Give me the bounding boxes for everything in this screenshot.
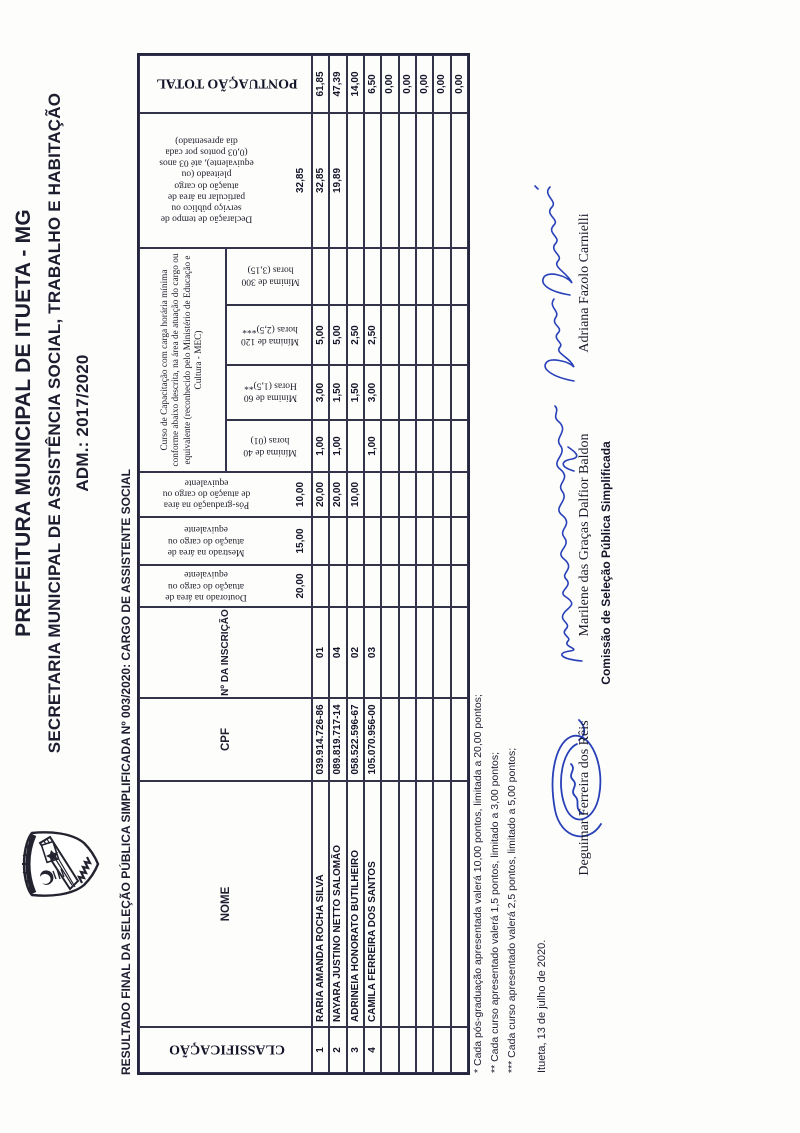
row-6-pos	[399, 472, 416, 517]
row-8-mestrado	[433, 517, 450, 565]
row-9-declaracao	[451, 113, 468, 248]
row-6-cpf	[399, 698, 416, 781]
commission-label: Comissão de Seleção Pública Simplificada	[599, 441, 613, 685]
row-3-min60: 1,50	[347, 365, 364, 420]
column-header-label-classificacao: CLASSIFICAÇÃO	[168, 1042, 285, 1057]
column-header-label-pos: Pós-graduação na área de atuação do cargo ou equivalente	[162, 478, 250, 511]
row-1-classificacao: 1	[312, 1027, 329, 1073]
row-1-doutorado	[312, 565, 329, 607]
header-points-pos: 10,00	[295, 481, 306, 508]
row-7-nome	[416, 781, 433, 1027]
row-4-mestrado	[364, 517, 381, 565]
header-points-mestrado: 15,00	[295, 528, 306, 554]
row-3-mestrado	[347, 517, 364, 565]
signature-name-marilene: Marilene das Graças Dalfior Baldon	[577, 433, 592, 637]
row-8-cpf	[433, 698, 450, 781]
letterhead-line3: ADM.: 2017/2020	[73, 354, 92, 492]
row-6-total: 0,00	[399, 55, 416, 113]
row-3-pos: 10,00	[347, 472, 364, 517]
column-header-label-doutorado: Doutorado na área de atuação do cargo ou equivalente	[165, 569, 247, 602]
row-7-classificacao	[416, 1027, 433, 1073]
row-2-classificacao: 2	[329, 1027, 346, 1073]
row-3-declaracao	[347, 113, 364, 248]
row-1-nome: RARIA AMANDA ROCHA SILVA	[312, 781, 329, 1027]
row-5-nome	[381, 781, 398, 1027]
row-7-inscricao	[416, 607, 433, 698]
row-4-inscricao: 03	[364, 607, 381, 698]
row-6-min60	[399, 365, 416, 420]
row-9-min120	[451, 305, 468, 365]
signature-name-adriana: Adriana Fazolo Carnielli	[577, 213, 592, 353]
footnote-3: *** Cada curso apresentado valerá 2,5 pontos, limitado a 5,00 pontos;	[506, 747, 518, 1073]
row-4-pos	[364, 472, 381, 517]
row-8-min40	[433, 420, 450, 472]
row-3-min120: 2,50	[347, 305, 364, 365]
row-2-min300	[329, 248, 346, 305]
row-5-pos	[381, 472, 398, 517]
column-header-curso-capacitacao	[139, 248, 226, 472]
column-header-min300	[226, 248, 312, 305]
row-7-cpf	[416, 698, 433, 781]
column-header-min120	[226, 305, 312, 365]
letterhead-line1: PREFEITURA MUNICIPAL DE ITUETA - MG	[12, 209, 35, 637]
row-7-min60	[416, 365, 433, 420]
row-2-min120: 5,00	[329, 305, 346, 365]
letterhead-line2: SECRETARIA MUNICIPAL DE ASSISTÊNCIA SOCIAL, TRABALHO E HABITAÇÃO	[45, 92, 64, 754]
row-1-min40: 1,00	[312, 420, 329, 472]
row-1-inscricao: 01	[312, 607, 329, 698]
row-2-cpf: 089.819.717-14	[329, 698, 346, 781]
row-4-min60: 3,00	[364, 365, 381, 420]
row-1-total: 61,85	[312, 55, 329, 113]
row-5-inscricao	[381, 607, 398, 698]
column-header-declaracao	[139, 113, 312, 248]
row-2-declaracao: 19,89	[329, 113, 346, 248]
row-9-inscricao	[451, 607, 468, 698]
row-3-min300	[347, 248, 364, 305]
row-6-declaracao	[399, 113, 416, 248]
row-6-min120	[399, 305, 416, 365]
column-header-label-min60: Mínima de 60 Horas (1,5)**	[243, 381, 297, 404]
column-header-label-min40: Mínima de 40 horas (01)	[243, 435, 297, 457]
row-4-total: 6,50	[364, 55, 381, 113]
column-header-pos	[139, 472, 312, 517]
row-7-min120	[416, 305, 433, 365]
column-header-total	[139, 55, 312, 113]
row-5-min40	[381, 420, 398, 472]
column-header-inscricao: Nº DA INSCRIÇÃO	[139, 607, 312, 698]
row-6-mestrado	[399, 517, 416, 565]
column-header-label-total: PONTUAÇÃO TOTAL	[155, 76, 298, 91]
row-8-pos	[433, 472, 450, 517]
row-2-total: 47,39	[329, 55, 346, 113]
document-title: RESULTADO FINAL DA SELEÇÃO PÚBLICA SIMPLIFICADA Nº 003/2020: CARGO DE ASSISTENTE SOCIAL	[119, 469, 133, 1075]
row-3-doutorado	[347, 565, 364, 607]
row-4-min40: 1,00	[364, 420, 381, 472]
row-2-pos: 20,00	[329, 472, 346, 517]
row-4-min300	[364, 248, 381, 305]
row-9-total: 0,00	[451, 55, 468, 113]
footnote-1: * Cada pós-graduação apresentada valerá 10,00 pontos, limitada a 20,00 pontos;	[472, 694, 484, 1073]
header-points-declaracao: 32,85	[295, 167, 306, 194]
row-9-min40	[451, 420, 468, 472]
row-6-doutorado	[399, 565, 416, 607]
row-7-min40	[416, 420, 433, 472]
row-8-total: 0,00	[433, 55, 450, 113]
row-1-declaracao: 32,85	[312, 113, 329, 248]
row-8-doutorado	[433, 565, 450, 607]
row-3-nome: ADRINEIA HONORATO BUTILHEIRO	[347, 781, 364, 1027]
column-header-min40	[226, 420, 312, 472]
column-header-label-min300: Mínima de 300 horas (3,15)	[240, 265, 300, 288]
row-6-min300	[399, 248, 416, 305]
column-header-min60	[226, 365, 312, 420]
row-8-classificacao	[433, 1027, 450, 1073]
row-5-mestrado	[381, 517, 398, 565]
row-1-mestrado	[312, 517, 329, 565]
row-5-cpf	[381, 698, 398, 781]
row-8-inscricao	[433, 607, 450, 698]
row-5-doutorado	[381, 565, 398, 607]
column-header-label-min120: Mínima de 120 horas (2,5)***	[240, 324, 300, 346]
signature-name-deguimar: Deguimar Ferreira dos Rêis	[577, 720, 592, 876]
footnote-2: ** Cada curso apresentado valerá 1,5 pontos, limitado a 3,00 pontos;	[489, 751, 501, 1073]
row-2-min40: 1,00	[329, 420, 346, 472]
row-2-doutorado	[329, 565, 346, 607]
row-2-min60: 1,50	[329, 365, 346, 420]
row-4-cpf: 105.070.956-00	[364, 698, 381, 781]
row-1-min300	[312, 248, 329, 305]
row-5-declaracao	[381, 113, 398, 248]
row-6-inscricao	[399, 607, 416, 698]
column-header-classificacao	[139, 1027, 312, 1073]
row-8-declaracao	[433, 113, 450, 248]
date-line: Itueta, 13 de julho de 2020.	[536, 939, 548, 1073]
column-header-nome: NOME	[139, 781, 312, 1027]
column-header-cpf: CPF	[139, 698, 312, 781]
row-5-total: 0,00	[381, 55, 398, 113]
row-9-classificacao	[451, 1027, 468, 1073]
row-5-classificacao	[381, 1027, 398, 1073]
row-9-min60	[451, 365, 468, 420]
row-4-declaracao	[364, 113, 381, 248]
row-8-min60	[433, 365, 450, 420]
row-7-pos	[416, 472, 433, 517]
header-points-doutorado: 20,00	[295, 573, 306, 599]
row-6-nome	[399, 781, 416, 1027]
row-9-min300	[451, 248, 468, 305]
row-2-inscricao: 04	[329, 607, 346, 698]
row-1-min60: 3,00	[312, 365, 329, 420]
row-7-total: 0,00	[416, 55, 433, 113]
row-7-min300	[416, 248, 433, 305]
row-4-nome: CAMILA FERREIRA DOS SANTOS	[364, 781, 381, 1027]
row-5-min60	[381, 365, 398, 420]
row-4-doutorado	[364, 565, 381, 607]
row-1-cpf: 039.914.726-86	[312, 698, 329, 781]
row-3-inscricao: 02	[347, 607, 364, 698]
row-3-total: 14,00	[347, 55, 364, 113]
row-4-classificacao: 4	[364, 1027, 381, 1073]
column-header-doutorado	[139, 565, 312, 607]
row-3-classificacao: 3	[347, 1027, 364, 1073]
column-header-label-declaracao: Declaração de tempo de serviço público ou particular na área de atuação do cargo pleiteado (ou equivalente), até 03 anos (0,03 pontos por cada dia apresentado)	[158, 136, 254, 224]
row-2-mestrado	[329, 517, 346, 565]
row-7-declaracao	[416, 113, 433, 248]
row-6-min40	[399, 420, 416, 472]
signature-scribble-adriana	[530, 179, 582, 387]
results-table	[137, 53, 470, 1075]
curso-capacitacao-text: Curso de Capacitação com carga horária mínima conforme abaixo descrita, na área de atuação do cargo ou equivalente (reconhecido pelo Ministério de Educação e Cultura - MEC)	[160, 253, 204, 467]
row-8-min300	[433, 248, 450, 305]
row-9-doutorado	[451, 565, 468, 607]
row-5-min120	[381, 305, 398, 365]
row-7-doutorado	[416, 565, 433, 607]
row-3-cpf: 058.522.596-67	[347, 698, 364, 781]
row-7-mestrado	[416, 517, 433, 565]
row-9-mestrado	[451, 517, 468, 565]
row-8-min120	[433, 305, 450, 365]
row-3-min40	[347, 420, 364, 472]
row-6-classificacao	[399, 1027, 416, 1073]
row-9-cpf	[451, 698, 468, 781]
row-5-min300	[381, 248, 398, 305]
column-header-label-mestrado: Mestrado na área de atuação do cargo ou equivalente	[167, 524, 245, 557]
row-8-nome	[433, 781, 450, 1027]
column-header-mestrado	[139, 517, 312, 565]
row-1-min120: 5,00	[312, 305, 329, 365]
row-1-pos: 20,00	[312, 472, 329, 517]
row-9-nome	[451, 781, 468, 1027]
row-4-min120: 2,50	[364, 305, 381, 365]
row-2-nome: NAYARA JUSTINO NETTO SALOMÃO	[329, 781, 346, 1027]
row-9-pos	[451, 472, 468, 517]
